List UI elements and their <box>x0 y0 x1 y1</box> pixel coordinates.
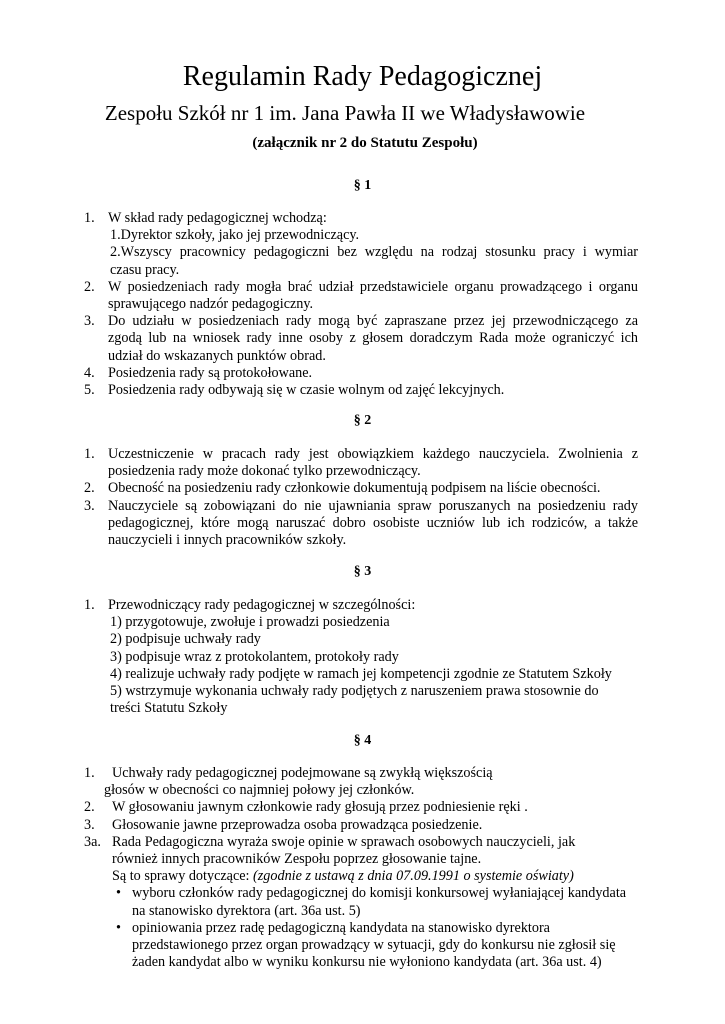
item-text: posiedzenia rady może dokonać tylko przewodniczący. <box>108 463 421 480</box>
item-text: W głosowaniu jawnym członkowie rady głosują przez podniesienie ręki . <box>112 799 528 816</box>
bullet-icon: • <box>116 885 121 902</box>
legal-reference: (zgodnie z ustawą z dnia 07.09.1991 o systemie oświaty) <box>253 868 574 885</box>
item-text: Przewodniczący rady pedagogicznej w szczególności: <box>108 597 416 613</box>
item-text: głosów w obecności co najmniej połowy jej członków. <box>104 782 415 799</box>
list-item <box>0 446 638 480</box>
sub-item-text: treści Statutu Szkoły <box>110 700 228 717</box>
item-text: Nauczyciele są zobowiązani do nie ujawniania spraw poruszanych na posiedzeniu rady <box>108 497 638 514</box>
item-number: 1. <box>84 446 95 462</box>
item-number: 1. <box>84 210 95 226</box>
list-item <box>0 597 638 717</box>
item-text: Obecność na posiedzeniu rady członkowie dokumentują podpisem na liście obecności. <box>108 480 601 497</box>
bullet-icon: • <box>116 919 121 936</box>
list-item <box>0 765 642 799</box>
bullet-item <box>112 920 642 972</box>
sub-item-text: czasu pracy. <box>110 261 180 278</box>
bullet-item <box>112 885 642 919</box>
list-item <box>0 799 642 816</box>
section-4-list <box>0 765 725 971</box>
bullet-text: przedstawionego przez organ prowadzący w sytuacji, gdy do konkursu nie zgłosił się <box>132 937 616 954</box>
document-title: Regulamin Rady Pedagogicznej <box>182 61 543 92</box>
annex-note: (załącznik nr 2 do Statutu Zespołu) <box>252 135 478 151</box>
sub-item-text: 1.Dyrektor szkoły, jako jej przewodniczący. <box>110 227 360 244</box>
sub-item-text: 1) przygotowuje, zwołuje i prowadzi posiedzenia <box>110 614 390 631</box>
item-text <box>112 868 642 885</box>
section-2-heading: § 2 <box>353 413 372 428</box>
item-number: 4. <box>84 364 95 381</box>
list-item <box>0 817 642 834</box>
section-3-list <box>0 597 725 717</box>
bullet-text: żaden kandydat albo w wyniku konkursu nie wyłoniono kandydata (art. 36a ust. 4) <box>132 954 602 971</box>
section-4-heading: § 4 <box>353 733 372 748</box>
list-item <box>0 498 638 550</box>
section-1-heading: § 1 <box>353 178 372 193</box>
item-text-lead: Są to sprawy dotyczące: <box>112 868 254 885</box>
item-number: 3. <box>84 497 95 514</box>
item-text: Posiedzenia rady odbywają się w czasie wolnym od zajęć lekcyjnych. <box>108 382 505 399</box>
item-number: 3a. <box>84 833 101 850</box>
sub-item-text: 4) realizuje uchwały rady podjęte w ramach jej kompetencji zgodnie ze Statutem Szkoły <box>110 665 612 682</box>
item-text: nauczycieli i innych pracowników szkoły. <box>108 532 347 549</box>
bullet-text: na stanowisko dyrektora (art. 36a ust. 5) <box>132 902 361 919</box>
item-text: Rada Pedagogiczna wyraża swoje opinie w sprawach osobowych nauczycieli, jak <box>112 833 576 850</box>
item-number: 2. <box>84 480 95 497</box>
item-text: Głosowanie jawne przeprowadza osoba prowadząca posiedzenie. <box>112 816 483 833</box>
bullet-text: wyboru członków rady pedagogicznej do komisji konkursowej wyłaniającej kandydata <box>132 885 627 902</box>
list-item <box>0 382 638 399</box>
item-text: Uchwały rady pedagogicznej podejmowane są zwykłą większością <box>112 765 493 781</box>
item-number: 1. <box>84 597 95 613</box>
list-item <box>0 210 638 279</box>
bullet-text: opiniowania przez radę pedagogiczną kandydata na stanowisko dyrektora <box>132 919 550 936</box>
list-item <box>0 313 638 365</box>
list-item <box>0 365 638 382</box>
item-text: W skład rady pedagogicznej wchodzą: <box>108 210 327 226</box>
list-item <box>0 834 642 972</box>
list-item <box>0 279 638 313</box>
item-text: sprawującego nadzór pedagogiczny. <box>108 296 314 313</box>
item-number: 1. <box>84 765 95 781</box>
item-text: pedagogicznej, które mogą naruszać dobro osobiste uczniów lub ich rodziców, a także <box>108 514 638 531</box>
sub-item-text: 2) podpisuje uchwały rady <box>110 631 261 648</box>
item-text: Uczestniczenie w pracach rady jest obowiązkiem każdego nauczyciela. Zwolnienia z <box>108 446 638 462</box>
item-text: Do udziału w posiedzeniach rady mogą być zapraszane przez jej przewodniczącego za <box>108 313 638 330</box>
section-3-heading: § 3 <box>353 564 372 579</box>
item-number: 3. <box>84 313 95 330</box>
item-number: 3. <box>84 816 95 833</box>
bullet-list <box>112 885 642 971</box>
item-text: zgodą lub na wniosek rady inne osoby z głosem doradczym Rada może ograniczyć ich <box>108 330 638 347</box>
section-1-list <box>0 210 725 399</box>
sub-item-text: 2.Wszyscy pracownicy pedagogiczni bez względu na rodzaj stosunku pracy i wymiar <box>110 244 638 261</box>
item-text: również innych pracowników Zespołu poprzez głosowanie tajne. <box>112 851 482 868</box>
item-text: W posiedzeniach rady mogła brać udział przedstawiciele organu prowadzącego i organu <box>108 278 638 295</box>
sub-item-text: 3) podpisuje wraz z protokolantem, protokoły rady <box>110 648 399 665</box>
document-subtitle: Zespołu Szkół nr 1 im. Jana Pawła II we Władysławowie <box>104 101 586 125</box>
item-number: 2. <box>84 799 95 816</box>
list-item <box>0 480 638 497</box>
item-text: Posiedzenia rady są protokołowane. <box>108 364 313 381</box>
sub-item-text: 5) wstrzymuje wykonania uchwały rady podjętych z naruszeniem prawa stosownie do <box>110 683 599 700</box>
section-2-list <box>0 446 725 549</box>
item-text: udział do wskazanych punktów obrad. <box>108 347 326 364</box>
item-number: 5. <box>84 382 95 399</box>
item-number: 2. <box>84 278 95 295</box>
